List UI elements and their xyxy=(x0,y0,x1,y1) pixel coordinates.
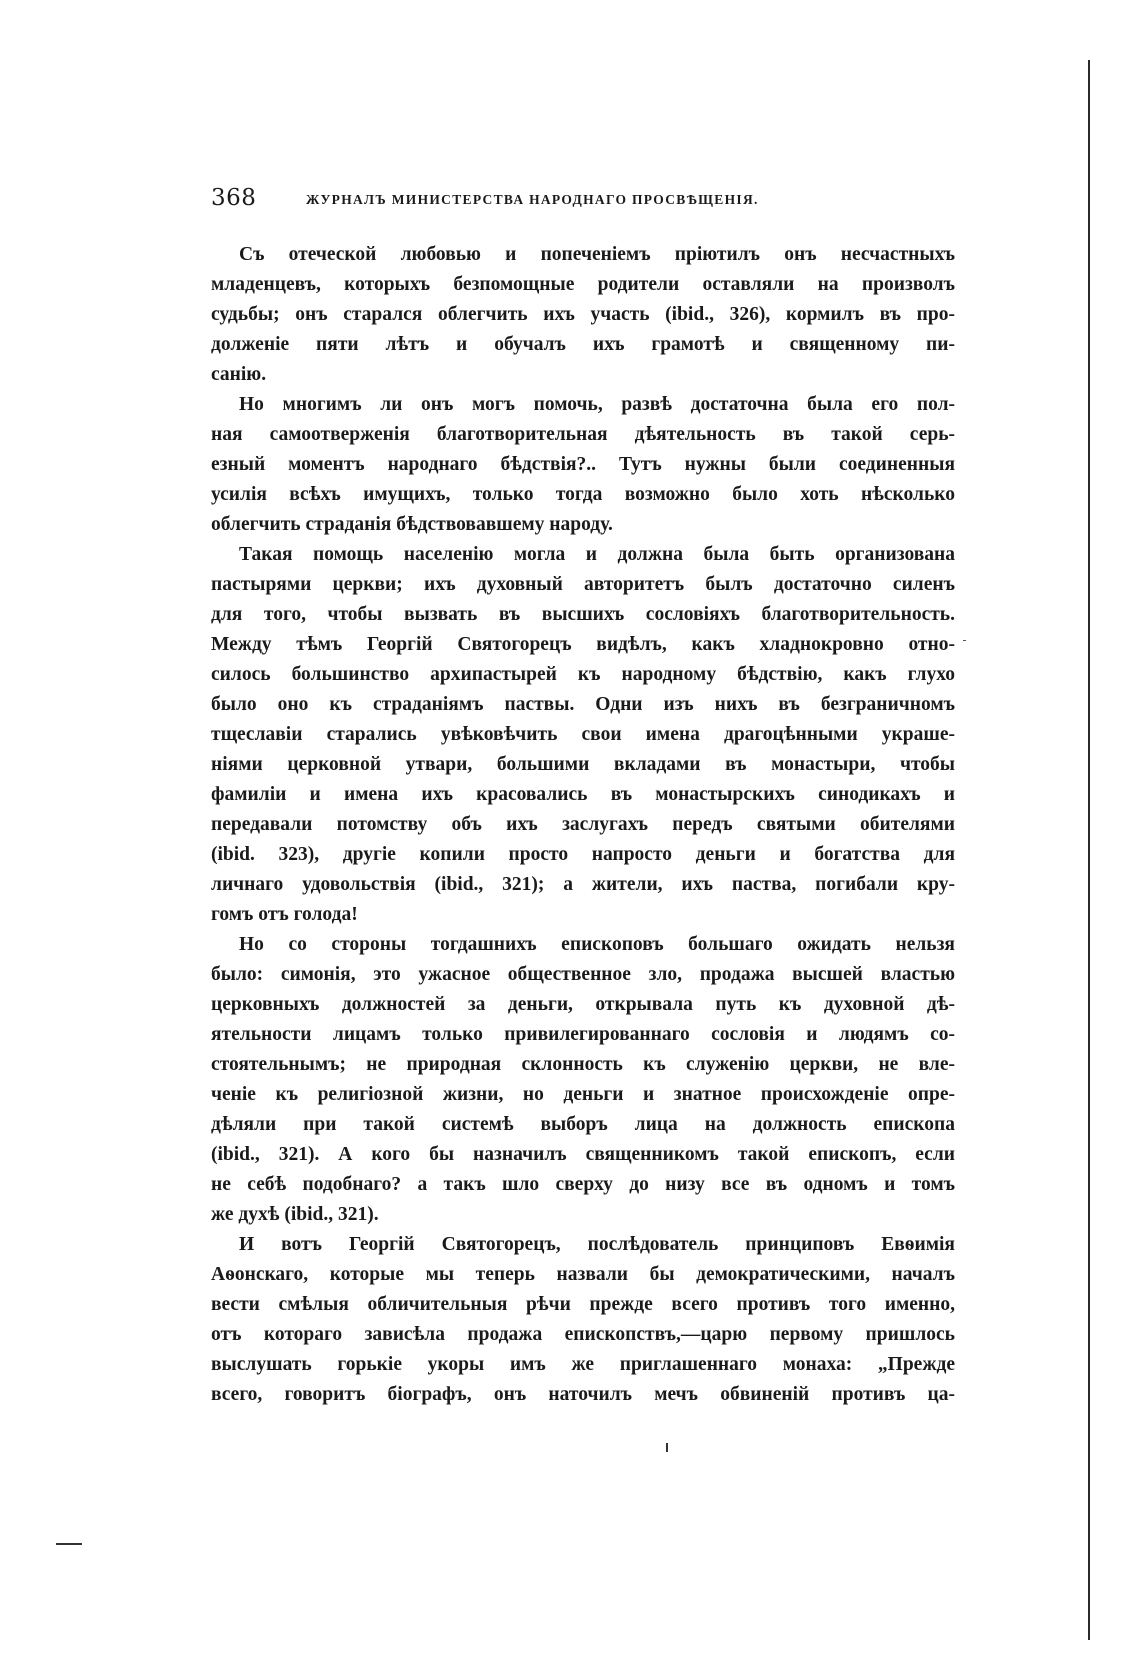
text-line: личнаго удовольствія (ibid., 321); а жители, ихъ паства, погибали кру- xyxy=(211,874,955,895)
page-edge-rule xyxy=(1088,60,1090,1640)
text-line: фамиліи и имена ихъ красовались въ монастырскихъ синодикахъ и xyxy=(211,784,955,805)
text-line: ятельности лицамъ только привилегированнаго сословія и людямъ со- xyxy=(211,1024,955,1045)
text-line: Такая помощь населенію могла и должна была быть организована xyxy=(239,544,955,565)
text-line: ніями церковной утвари, большими вкладами въ монастыри, чтобы xyxy=(211,754,955,775)
text-line: И вотъ Георгій Святогорецъ, послѣдователь принциповъ Евѳимія xyxy=(239,1234,955,1255)
text-line: тщеславіи старались увѣковѣчить свои имена драгоцѣнными украше- xyxy=(211,724,955,745)
text-line: Съ отеческой любовью и попеченіемъ пріютилъ онъ несчастныхъ xyxy=(239,244,955,265)
text-line: облегчить страданія бѣдствовавшему народу. xyxy=(211,514,613,535)
text-line: езный моментъ народнаго бѣдствія?.. Тутъ нужны были соединенныя xyxy=(211,454,955,475)
text-line: стоятельнымъ; не природная склонность къ служенію церкви, не вле- xyxy=(211,1054,955,1075)
text-line: было оно къ страданіямъ паствы. Одни изъ нихъ въ безграничномъ xyxy=(211,694,955,715)
text-line: Между тѣмъ Георгій Святогорецъ видѣлъ, какъ хладнокровно отно- xyxy=(211,634,955,655)
stray-ink-mark xyxy=(666,1443,668,1452)
text-line: не себѣ подобнаго? а такъ шло сверху до низу все въ одномъ и томъ xyxy=(211,1174,955,1195)
margin-tick xyxy=(963,640,966,641)
text-line: (ibid. 323), другіе копили просто напросто деньги и богатства для xyxy=(211,844,955,865)
text-line: усилія всѣхъ имущихъ, только тогда возможно было хоть нѣсколько xyxy=(211,484,955,505)
margin-dash xyxy=(56,1543,82,1545)
text-line: всего, говоритъ біографъ, онъ наточилъ мечъ обвиненій противъ ца- xyxy=(211,1384,955,1405)
text-line: же духѣ (ibid., 321). xyxy=(211,1204,379,1225)
text-line: выслушать горькіе укоры имъ же приглашеннаго монаха: „Прежде xyxy=(211,1354,955,1375)
text-line: для того, чтобы вызвать въ высшихъ сословіяхъ благотворительность. xyxy=(211,604,955,625)
text-line: Аѳонскаго, которые мы теперь назвали бы демократическими, началъ xyxy=(211,1264,955,1285)
text-line: пастырями церкви; ихъ духовный авторитетъ былъ достаточно силенъ xyxy=(211,574,955,595)
text-line: отъ котораго зависѣла продажа епископствъ,—царю первому пришлось xyxy=(211,1324,955,1345)
text-line: младенцевъ, которыхъ безпомощные родители оставляли на произволъ xyxy=(211,274,955,295)
text-line: Но со стороны тогдашнихъ епископовъ большаго ожидать нельзя xyxy=(239,934,955,955)
text-line: дѣляли при такой системѣ выборъ лица на должность епископа xyxy=(211,1114,955,1135)
text-line: долженіе пяти лѣтъ и обучалъ ихъ грамотѣ и священному пи- xyxy=(211,334,955,355)
running-title: ЖУРНАЛЪ МИНИСТЕРСТВА НАРОДНАГО ПРОСВѢЩЕНІЯ. xyxy=(306,192,759,207)
text-line: (ibid., 321). А кого бы назначилъ священникомъ такой епископъ, если xyxy=(211,1144,955,1165)
text-line: было: симонія, это ужасное общественное зло, продажа высшей властью xyxy=(211,964,955,985)
text-line: силось большинство архипастырей къ народному бѣдствію, какъ глухо xyxy=(211,664,955,685)
text-line: судьбы; онъ старался облегчить ихъ участь (ibid., 326), кормилъ въ про- xyxy=(211,304,955,325)
page-number: 368 xyxy=(211,185,257,211)
body-text xyxy=(211,240,955,1410)
text-line: ная самоотверженія благотворительная дѣятельность въ такой серь- xyxy=(211,424,955,445)
text-line: вести смѣлыя обличительныя рѣчи прежде всего противъ того именно, xyxy=(211,1294,955,1315)
text-line: Но многимъ ли онъ могъ помочь, развѣ достаточна была его пол- xyxy=(239,394,955,415)
text-line: церковныхъ должностей за деньги, открывала путь къ духовной дѣ- xyxy=(211,994,955,1015)
text-line: гомъ отъ голода! xyxy=(211,904,358,925)
text-line: ченіе къ религіозной жизни, но деньги и знатное происхожденіе опре- xyxy=(211,1084,955,1105)
page-header xyxy=(211,185,955,219)
text-line: передавали потомству объ ихъ заслугахъ передъ святыми обителями xyxy=(211,814,955,835)
text-line: санію. xyxy=(211,364,267,385)
